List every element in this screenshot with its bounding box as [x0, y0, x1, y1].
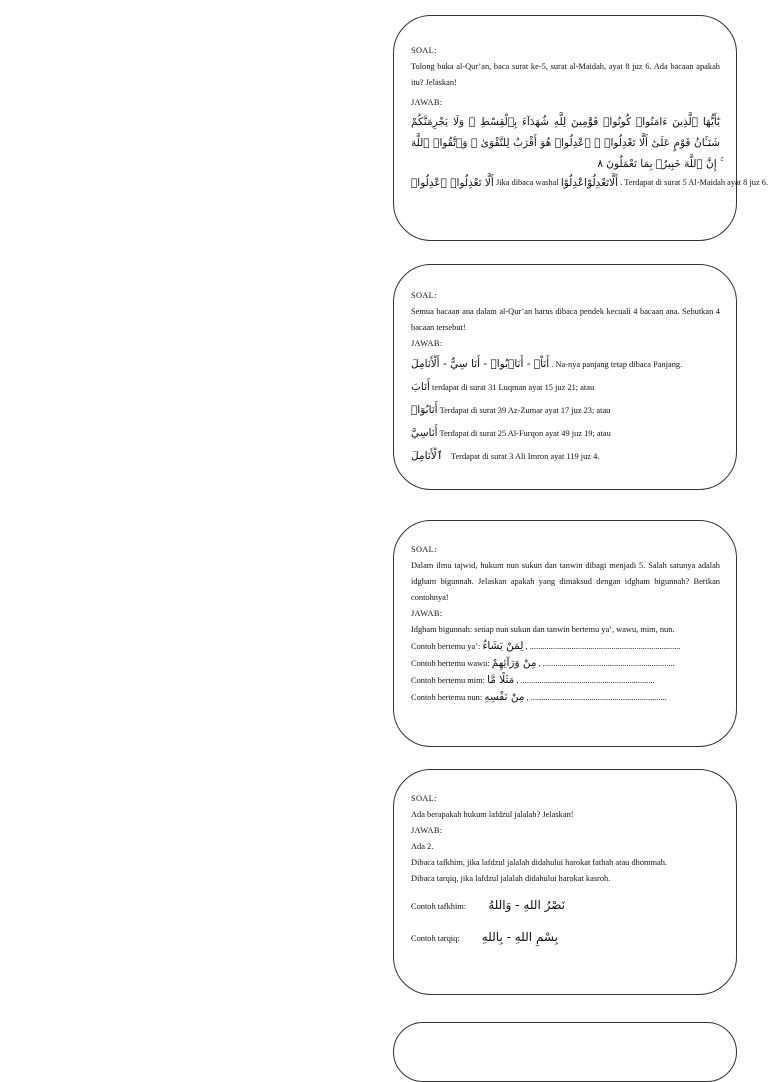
answer-tarqiq: Dibaca tarqiq, jika lafdzul jalalah didahului harokat kasroh.	[411, 874, 611, 883]
question-card-5	[393, 1022, 737, 1082]
answer-tafkhim: Dibaca tafkhim, jika lafdzul jalalah didahului harokat fathah atau dhommah.	[411, 858, 668, 867]
item-text: terdapat di surat 31 Luqman ayat 15 juz 21; atau	[432, 383, 595, 392]
example-separator: ,	[525, 642, 528, 651]
example-separator: ,	[526, 693, 529, 702]
arabic-example: بِسْمِ اللهِ - بِاللهِ	[481, 930, 558, 944]
answer-text: Idgham bigunnah: setiap nun sukun dan tanwin bertemu ya’, wawu, mim, nun.	[411, 625, 675, 634]
question-card-4	[393, 769, 737, 995]
question-card-2	[393, 264, 737, 490]
arabic-phrase-separate: أَلَّا تَعْدِلُوا۟ ٱعْدِلُوا۟	[411, 177, 494, 190]
tarqiq-example	[411, 929, 720, 947]
example-row	[411, 689, 720, 706]
fill-in-blank: .................................................................	[530, 693, 667, 702]
soal-label: SOAL:	[411, 794, 437, 803]
arabic-example: مِنْ وَرَآئِهِمْ	[491, 657, 537, 669]
jawab-label: JAWAB:	[411, 339, 443, 348]
arabic-list: أَنَاْ۠ - أَنَا۠بُوا۟ - أَنَا سِيٌّ - أَلْأَنَامِلَ	[411, 358, 550, 370]
arabic-word: أَنَابَ	[411, 381, 430, 393]
list-item	[411, 448, 720, 465]
question-text: Semua bacaan ana dalam al-Qur’an harus dibaca pendek kecuali 4 bacaan ana. Sebutkan 4 bacaan tersebut!	[411, 307, 720, 332]
item-text: Terdapat di surat 25 Al-Furqon ayat 49 juz 19; atau	[439, 429, 611, 438]
arabic-example: لِمَنْ يَشَاءُ	[482, 640, 524, 652]
arabic-example: مَثَلًا مَّا	[487, 674, 515, 686]
soal-label: SOAL:	[411, 291, 437, 300]
question-text: Dalam ilmu tajwid, hukum nun sukun dan tanwin dibagi menjadi 5. Salah satunya adalah idgham bigunnah. Jelaskan apakah yang dimaksud dengan idgham bigunnah? Berikan contohnya!	[411, 561, 720, 602]
arabic-word: أَنَاسِيَّ	[411, 427, 438, 439]
example-row	[411, 655, 720, 672]
answer-text-washal: Jika dibaca washal	[495, 178, 559, 187]
answer-note: . Na-nya panjang tetap dibaca Panjang.	[551, 360, 683, 369]
example-row	[411, 672, 720, 689]
jawab-label: JAWAB:	[411, 98, 443, 107]
soal-label: SOAL:	[411, 46, 437, 55]
example-label: Contoh tafkhim:	[411, 902, 467, 911]
arabic-word: ٱلْأَنَامِلَ	[411, 450, 443, 462]
jawab-label: JAWAB:	[411, 826, 443, 835]
fill-in-blank: ...............................................................	[542, 659, 675, 668]
question-card-1	[393, 15, 768, 241]
example-label: Contoh bertemu nun:	[411, 693, 483, 702]
question-text: Ada berapakah hukum lafdzul jalalah? Jelaskan!	[411, 810, 574, 819]
example-label: Contoh bertemu mim:	[411, 676, 485, 685]
example-label: Contoh bertemu ya’:	[411, 642, 481, 651]
arabic-example: نَصْرُ اللهِ - وَاللهُ	[488, 898, 565, 912]
example-label: Contoh tarqiq:	[411, 934, 460, 943]
arabic-verse: يَٰٓأَيُّهَا ٱلَّذِينَ ءَامَنُوا۟ كُونُوا۟ قَوَّٰمِينَ لِلَّهِ شُهَدَآءَ بِٱلْقِسْطِ ۖ وَلَا يَجْرِمَنَّكُمْ شَنَـَٔانُ قَوْمٍ عَلَىٰٓ أَلَّا تَعْدِلُوا۟ ۚ ٱعْدِلُوا۟ هُوَ أَقْرَبُ لِلتَّقْوَىٰ ۖ وَٱتَّقُوا۟ ٱللَّهَ ۚ إِنَّ ٱللَّهَ خَبِيرٌۢ بِمَا تَعْمَلُونَ ٨	[411, 116, 720, 170]
example-row	[411, 638, 720, 655]
example-separator: ,	[516, 676, 519, 685]
question-card-3	[393, 520, 737, 747]
answer-line	[411, 175, 768, 191]
soal-label: SOAL:	[411, 545, 437, 554]
example-separator: ,	[538, 659, 541, 668]
item-text: Terdapat di surat 39 Az-Zumar ayat 17 juz 23; atau	[439, 406, 611, 415]
arabic-phrase-washal: أَلَّاتَعْدِلُوْاعْدِلُوْا	[560, 177, 619, 190]
list-item	[411, 379, 720, 396]
jawab-label: JAWAB:	[411, 609, 443, 618]
arabic-example: مِنْ نَفْسِهِ	[484, 691, 525, 703]
tafkhim-example	[411, 897, 720, 915]
answer-list-line	[411, 356, 720, 373]
list-item	[411, 402, 720, 419]
fill-in-blank: ........................................................................	[529, 642, 681, 651]
answer-count: Ada 2.	[411, 842, 434, 851]
arabic-word: أَنَابُوٓا۟	[411, 404, 438, 416]
item-text: Terdapat di surat 3 Ali Imron ayat 119 juz 4.	[450, 452, 600, 461]
question-text: Tolong buka al-Qur’an, baca surat ke-5, surat al-Maidah, ayat 8 juz 6. Ada bacaan apakah itu? Jelaskan!	[411, 62, 720, 87]
fill-in-blank: ................................................................	[520, 676, 655, 685]
list-item	[411, 425, 720, 442]
answer-text-location: . Terdapat di surat 5 Al-Maidah ayat 8 juz 6.	[620, 178, 768, 187]
example-label: Contoh bertemu wawu:	[411, 659, 490, 668]
